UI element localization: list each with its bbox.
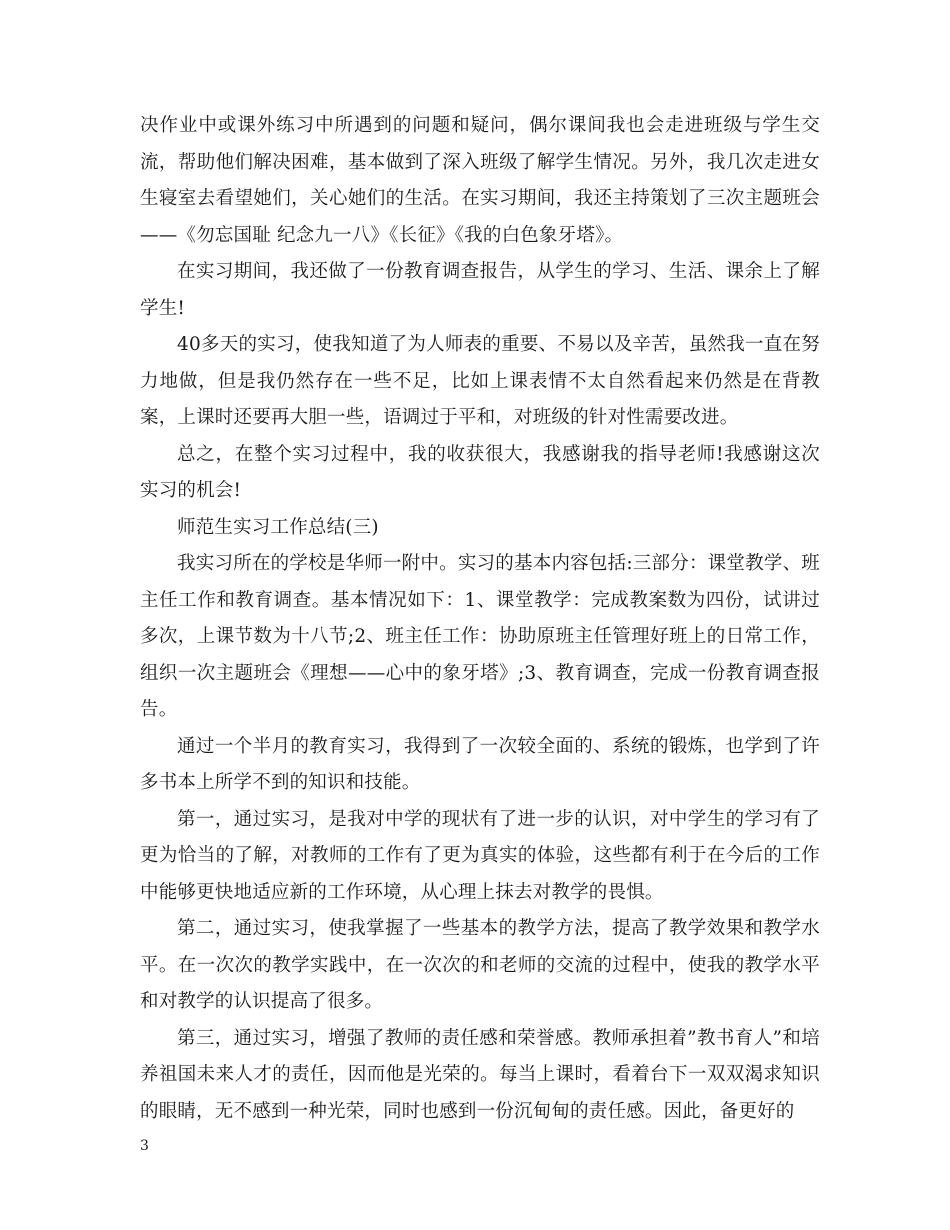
- paragraph-4: 总之，在整个实习过程中，我的收获很大，我感谢我的指导老师!我感谢这次实习的机会!: [140, 443, 820, 501]
- document-body: [140, 108, 820, 1130]
- page-number: 3: [140, 1138, 149, 1154]
- paragraph-9: 第二，通过实习，使我掌握了一些基本的教学方法，提高了教学效果和教学水平。在一次次的教学实践中，在一次次的和老师的交流的过程中，使我的教学水平和对教学的认识提高了很多。: [140, 918, 820, 1012]
- paragraph-2: 在实习期间，我还做了一份教育调查报告，从学生的学习、生活、课余上了解学生!: [140, 261, 820, 319]
- paragraph-1: 决作业中或课外练习中所遇到的问题和疑问，偶尔课间我也会走进班级与学生交流，帮助他们解决困难，基本做到了深入班级了解学生情况。另外，我几次走进女生寝室去看望她们，关心她们的生活。在实习期间，我还主持策划了三次主题班会——《勿忘国耻 纪念九一八》《长征》《我的白色象牙塔》。: [140, 115, 820, 246]
- paragraph-3: 40多天的实习，使我知道了为人师表的重要、不易以及辛苦，虽然我一直在努力地做，但是我仍然存在一些不足，比如上课表情不太自然看起来仍然是在背教案，上课时还要再大胆一些，语调过于平和，对班级的针对性需要改进。: [140, 334, 820, 428]
- paragraph-6: 我实习所在的学校是华师一附中。实习的基本内容包括:三部分：课堂教学、班主任工作和教育调查。基本情况如下：1、课堂教学：完成教案数为四份，试讲过多次，上课节数为十八节;2、班主任工作：协助原班主任管理好班上的日常工作，组织一次主题班会《理想——心中的象牙塔》;3、教育调查，完成一份教育调查报告。: [140, 553, 820, 720]
- paragraph-8: 第一，通过实习，是我对中学的现状有了进一步的认识，对中学生的学习有了更为恰当的了解，对教师的工作有了更为真实的体验，这些都有利于在今后的工作中能够更快地适应新的工作环境，从心理上抹去对教学的畏惧。: [140, 808, 820, 903]
- paragraph-10: 第三，通过实习，增强了教师的责任感和荣誉感。教师承担着”教书育人”和培养祖国未来人才的责任，因而他是光荣的。每当上课时，看着台下一双双渴求知识的眼睛，无不感到一种光荣，同时也感到一份沉甸甸的责任感。因此，备更好的: [140, 1027, 820, 1122]
- paragraph-7: 通过一个半月的教育实习，我得到了一次较全面的、系统的锻炼，也学到了许多书本上所学不到的知识和技能。: [140, 735, 820, 793]
- section-heading: 师范生实习工作总结(三): [177, 516, 379, 538]
